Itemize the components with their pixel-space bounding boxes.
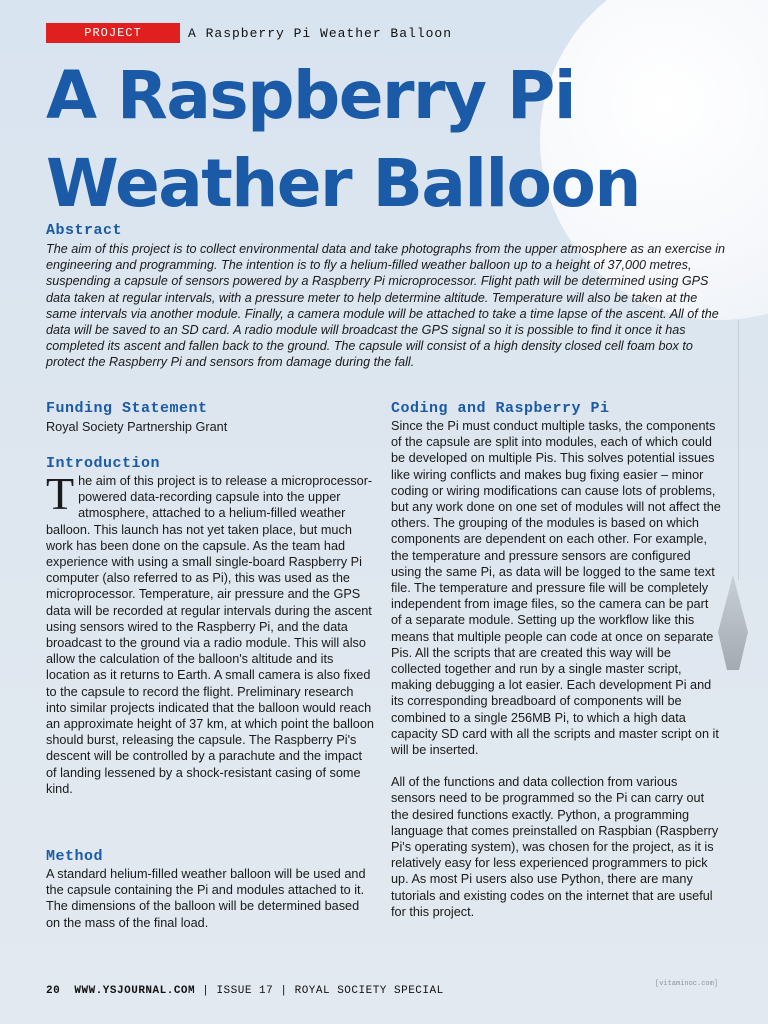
abstract-text: The aim of this project is to collect environmental data and take photographs from the upper atmosphere as an exercise in engineering and programming. The intention is to fly a helium-filled weather balloon up to a height of 37,000 metres, suspending a capsule of sensors powered by a Raspberry Pi microprocessor. Flight path will be determined using GPS data taken at regular intervals, with a pressure meter to help determine altitude. Temperature will also be taken at the same intervals via another module. Finally, a camera module will be attached to take a time lapse of the ascent. All of the data will be saved to an SD card. A radio module will broadcast the GPS signal so it is possible to find it once it has completed its ascent and fallen back to the ground. The capsule will consist of a high density closed cell foam box to protect the Raspberry Pi and sensors from damage during the fall. xyxy=(46,242,726,370)
title-line-1: A Raspberry Pi xyxy=(46,57,576,134)
section-tag: PROJECT xyxy=(46,23,180,43)
method-heading: Method xyxy=(46,848,104,865)
abstract-heading: Abstract xyxy=(46,222,123,239)
introduction-body: he aim of this project is to release a microprocessor-powered data-recording capsule into the upper atmosphere, attached to a helium-filled weather balloon. This launch has not yet taken place, but much work has been done on the capsule. As the team had experience with using a small single-board Raspberry Pi computer (also referred to as Pi), this was used as the microprocessor. Temperature, air pressure and the GPS data will be recorded at regular intervals during the ascent using sensors wired to the Raspberry Pi, and the data broadcast to the ground via a radio module. This will also allow the calculation of the balloon's altitude and its location as it returns to Earth. A small camera is also fixed to the capsule to record the flight. Preliminary research into similar projects indicated that the balloon would reach an approximate height of 37 km, at which point the balloon should burst, releasing the capsule. The Raspberry Pi's descent will be controlled by a parachute and the impact of landing lessened by a shock-resistant casing of some kind. xyxy=(46,474,374,796)
abstract-section xyxy=(46,222,726,371)
page-title xyxy=(46,52,686,228)
capsule-photo xyxy=(718,575,748,670)
header-kicker: A Raspberry Pi Weather Balloon xyxy=(188,26,453,41)
coding-heading: Coding and Raspberry Pi xyxy=(391,400,610,417)
coding-para-2: All of the functions and data collection from various sensors need to be programmed so the Pi can carry out the desired functions exactly. Python, a programming language that comes preinstalled on Raspbian (Raspberry Pi's operating system), was chosen for the project, as it is relatively easy for less experienced programmers to pick up. As most Pi users also use Python, there are many tutorials and existing codes on the internet that are useful for this project. xyxy=(391,775,719,919)
page-footer xyxy=(46,985,444,997)
footer-separator: | xyxy=(280,985,288,997)
coding-section xyxy=(391,400,721,920)
funding-section xyxy=(46,400,374,435)
footer-special: ROYAL SOCIETY SPECIAL xyxy=(294,985,444,997)
footer-separator: | xyxy=(202,985,210,997)
page-number: 20 xyxy=(46,985,61,997)
introduction-heading: Introduction xyxy=(46,455,161,472)
method-text: A standard helium-filled weather balloon will be used and the capsule containing the Pi and modules attached to it. The dimensions of the balloon will be determined based on the mass of the final load. xyxy=(46,867,366,930)
balloon-string xyxy=(738,320,739,580)
footer-issue: ISSUE 17 xyxy=(216,985,274,997)
drop-cap: T xyxy=(46,468,75,519)
funding-heading: Funding Statement xyxy=(46,400,208,417)
funding-text: Royal Society Partnership Grant xyxy=(46,420,228,434)
footer-site-link[interactable]: WWW.YSJOURNAL.COM xyxy=(74,985,196,997)
introduction-text xyxy=(46,468,374,797)
coding-para-1: Since the Pi must conduct multiple tasks, the components of the capsule are split into modules, each of which could be developed on multiple Pis. This solves potential issues like wiring conflicts and makes bug fixing easier – minor coding or wiring modifications can cause lots of problems, but any work done on one set of modules will not affect the others. The grouping of the modules is based on which components are dependent on each other. For example, the temperature and pressure sensors are configured using the same Pi, as data will be logged to the same text file. The temperature and pressure file will be completely independent from image files, so the camera can be part of a separate module. Setting up the workflow like this means that multiple people can code at once on separate Pis. All the scripts that are created this way will be collected together and run by a single master script, making debugging a lot easier. Each development Pi and its corresponding breadboard of components will be combined to a single 256MB Pi, to which a high data capacity SD card with all the scripts and master script on it will be inserted. xyxy=(391,419,721,758)
method-section xyxy=(46,848,374,931)
title-line-2: Weather Balloon xyxy=(46,145,640,222)
image-credit: [vitaminoc.com] xyxy=(655,980,719,988)
introduction-section xyxy=(46,455,374,797)
